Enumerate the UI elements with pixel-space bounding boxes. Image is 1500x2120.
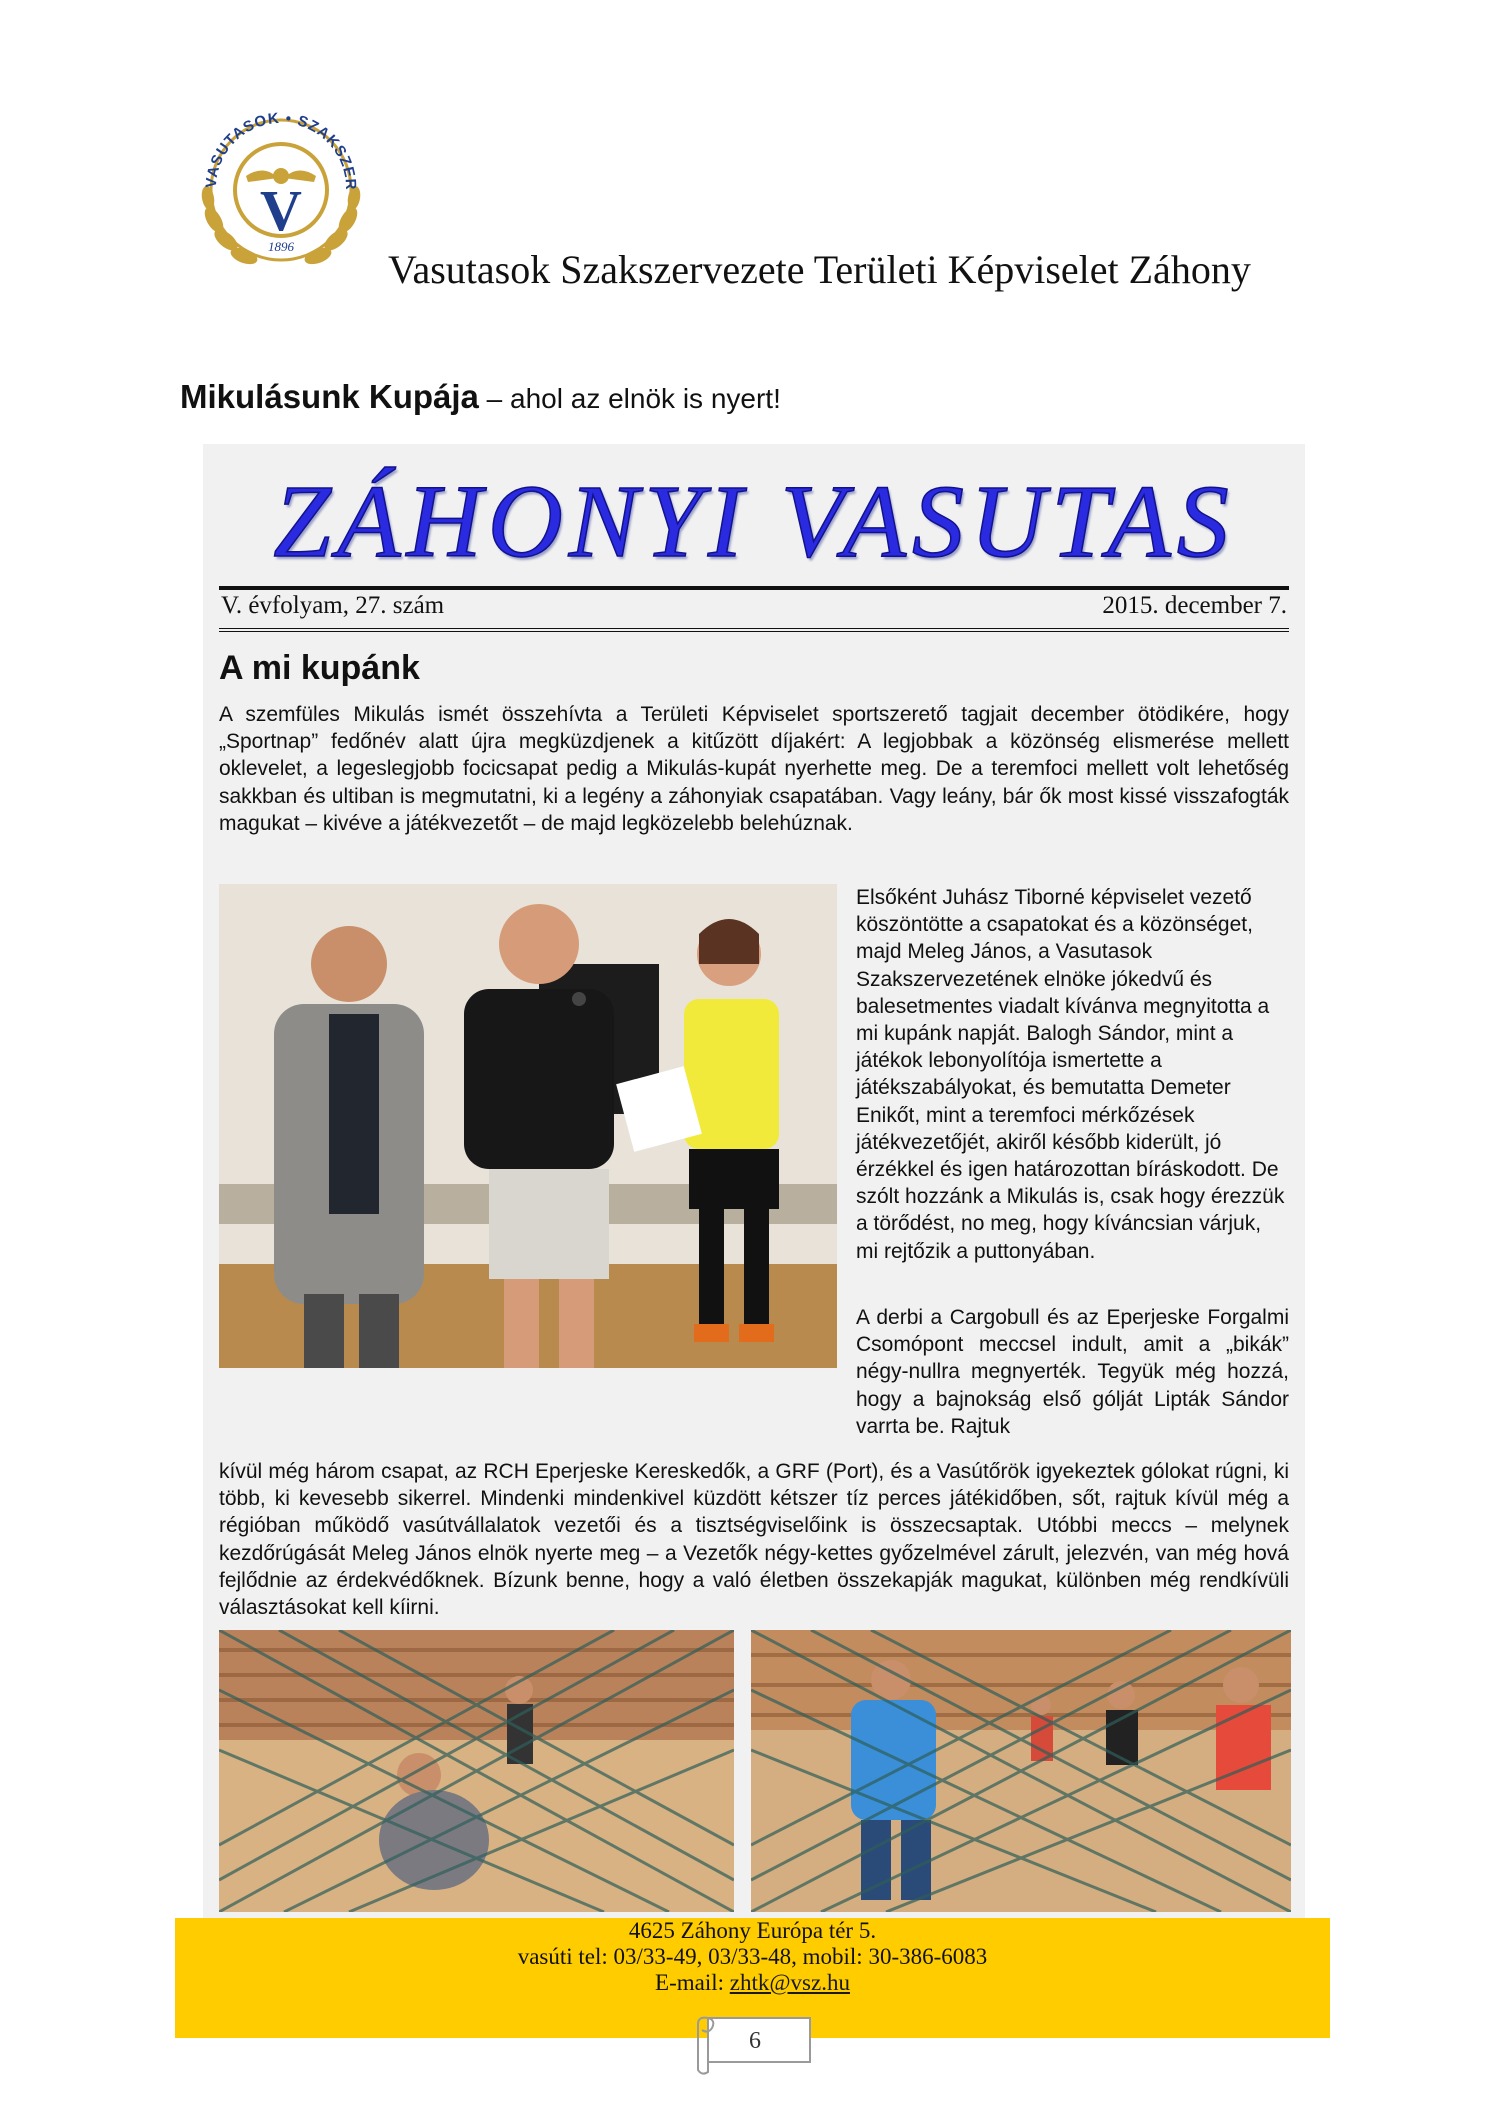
article-paragraph-opening: Elsőként Juhász Tiborné képviselet vezető köszöntötte a csapatokat és a közönséget, majd Meleg János, a Vasutasok Szakszervezetének elnöke jókedvű és balesetmentes viadalt kívánva megnyitotta a mi kupánk napját. Balogh Sándor, mint a játékok lebonyolítója ismertette a játékszabályokat, és bemutatta Demeter Enikőt, mint a teremfoci mérkőzések játékvezetőjét, akiről később kiderült, jó érzékkel és igen határozottan bíráskodott. De szólt hozzánk a Mikulás is, csak hogy érezzük a törődést, no meg, hogy kíváncsian várjuk, mi rejtőzik a puttonyában. [856, 886, 1285, 1263]
logo-letter: V [260, 178, 302, 243]
logo-ring-text: VASUTASOK • SZAKSZER [202, 109, 360, 191]
article-paragraph-results: kívül még három csapat, az RCH Eperjeske Kereskedők, a GRF (Port), és a Vasútőrök igyekeztek gólokat rúgni, ki több, ki kevesebb sikerrel. Mindenki mindenkivel küzdött kétszer tíz perces játékidőben, sőt, rajtuk kívül még a régióban működő vasútvállalatok vezetői és a tisztségviselőink is összecsaptak. Utóbbi meccs – melynek kezdőrúgását Meleg János elnök nyerte meg – a Vezetők négy-kettes győzelmével zárult, jelezvén, van még hová fejlődnie az érdekvédőknek. Bízunk benne, hogy a való életben összekapják magukat, különben még rendkívüli választásokat kell kíirni. [219, 1460, 1289, 1620]
goalkeeper-photo [219, 1630, 734, 1912]
page-number: 6 [749, 2028, 761, 2054]
page-number-box [690, 2010, 820, 2080]
footer-email-label: E-mail: [655, 1970, 730, 1995]
logo-year: 1896 [268, 239, 294, 254]
match-action-photo [751, 1630, 1291, 1912]
article-paragraph-intro: A szemfüles Mikulás ismét összehívta a Területi Képviselet sportszerető tagjait december ötödikére, hogy „Sportnap” fedőnév alatt újra megküzdjenek a kitűzött díjakért: A legjobbak a közönség elismerése mellett oklevelet, a legeslegjobb focicsapat pedig a Mikulás-kupát nyerhette meg. De a teremfoci mellett volt lehetőség sakkban és ultiban is megmutatni, ki a legény a záhonyiak csapatában. Vagy leány, bár ők most kissé visszafogták magukat – kivéve a játékvezetőt – de majd legközelebb belehúznak. [219, 703, 1289, 835]
issue-date: 2015. december 7. [1102, 592, 1287, 619]
org-title: Vasutasok Szakszervezete Területi Képviselet Záhony [388, 247, 1251, 292]
footer-email-line [175, 1970, 1330, 1996]
footer-email-link[interactable]: zhtk@vsz.hu [729, 1970, 850, 1995]
section-heading-subtitle: – ahol az elnök is nyert! [478, 383, 781, 414]
footer-address: 4625 Záhony Európa tér 5. [628, 1918, 877, 1943]
article-title: A mi kupánk [219, 649, 420, 687]
issue-bar [219, 586, 1289, 632]
opening-ceremony-photo [219, 884, 837, 1368]
newspaper-clipping [203, 444, 1305, 1926]
article-paragraph-derby: A derbi a Cargobull és az Eperjeske Forgalmi Csomópont meccsel indult, amit a „bikák” négy-nullra megnyerték. Tegyük még hozzá, hogy a bajnokság első gólját Lipták Sándor varrta be. Rajtuk [856, 1306, 1289, 1438]
section-heading [180, 378, 781, 416]
union-logo [186, 90, 376, 280]
footer-phones: vasúti tel: 03/33-49, 03/33-48, mobil: 30-386-6083 [517, 1944, 988, 1969]
section-heading-title: Mikulásunk Kupája [180, 378, 479, 415]
newspaper-masthead: ZÁHONYI VASUTAS [273, 464, 1235, 579]
issue-volume: V. évfolyam, 27. szám [221, 592, 445, 619]
